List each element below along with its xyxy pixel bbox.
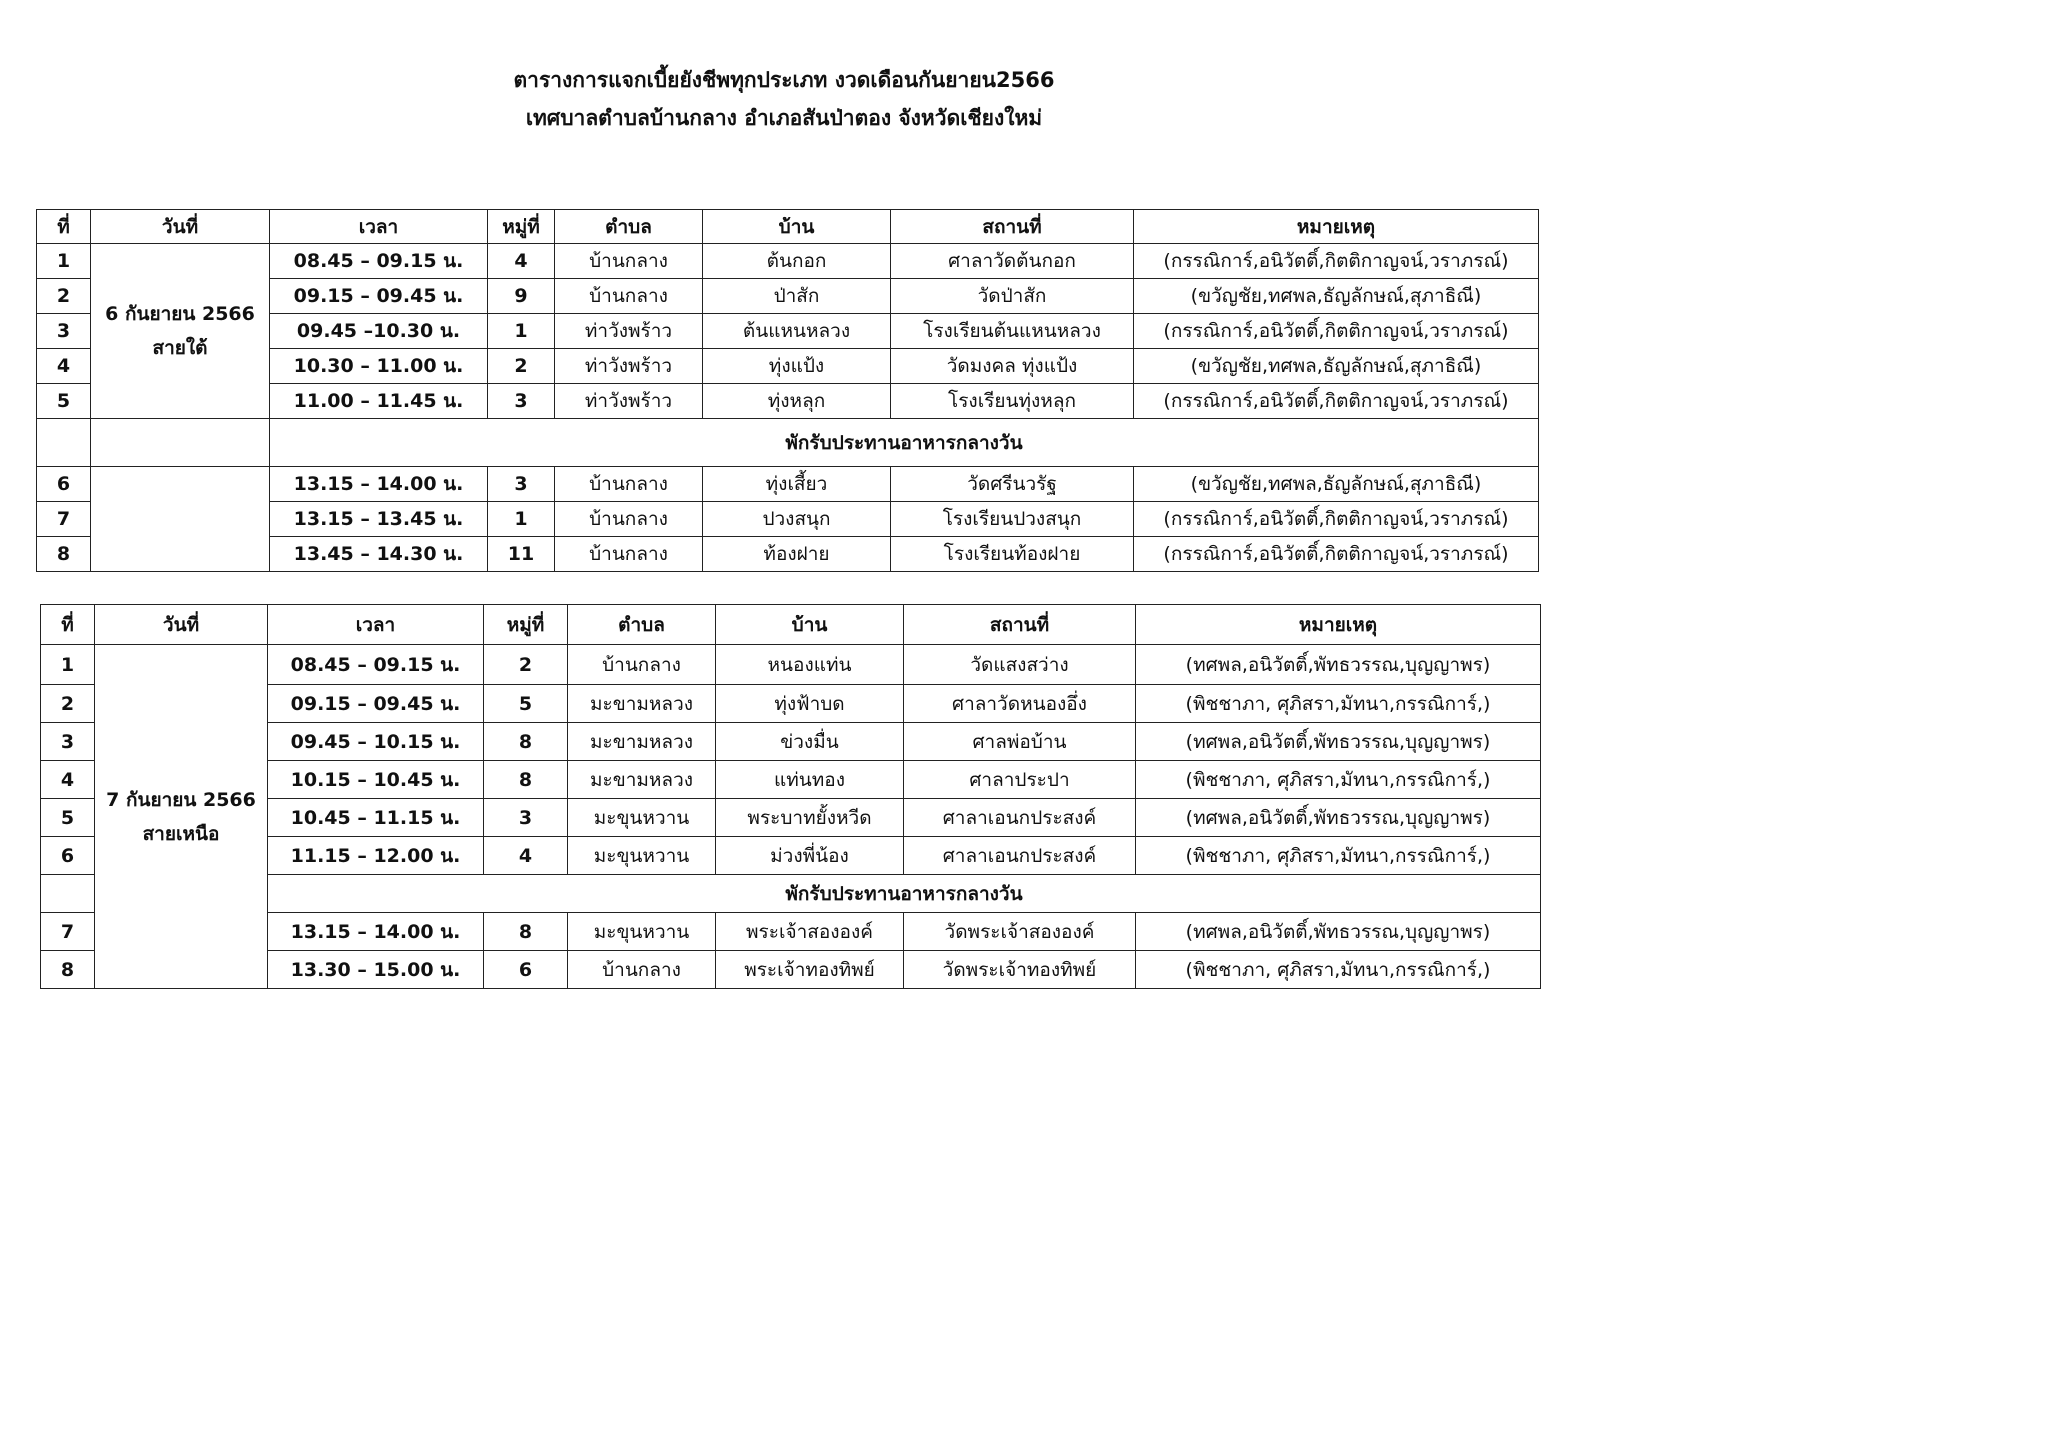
row-moo: 1 bbox=[488, 314, 555, 349]
row-time: 10.15 – 10.45 น. bbox=[268, 761, 484, 799]
row-place: โรงเรียนทุ่งหลุก bbox=[891, 384, 1134, 419]
header-no: ที่ bbox=[37, 210, 91, 244]
row-notes: (ขวัญชัย,ทศพล,ธัญลักษณ์,สุภาธิณี) bbox=[1134, 279, 1539, 314]
schedule-table-south bbox=[36, 209, 1539, 572]
row-place: ศาลพ่อบ้าน bbox=[904, 723, 1136, 761]
row-no: 4 bbox=[37, 349, 91, 384]
date-cell bbox=[95, 645, 268, 989]
row-place: วัดแสงสว่าง bbox=[904, 645, 1136, 685]
row-village: พระเจ้าทองทิพย์ bbox=[716, 951, 904, 989]
row-village: ข่วงมื่น bbox=[716, 723, 904, 761]
row-moo: 3 bbox=[484, 799, 568, 837]
row-notes: (พิชชาภา, ศุภิสรา,มัทนา,กรรณิการ์,) bbox=[1136, 761, 1541, 799]
row-moo: 2 bbox=[488, 349, 555, 384]
route-text: สายเหนือ bbox=[142, 822, 220, 845]
date-text: 6 กันยายน 2566 bbox=[105, 303, 255, 325]
row-moo: 6 bbox=[484, 951, 568, 989]
header-time: เวลา bbox=[268, 605, 484, 645]
row-tambon: มะขามหลวง bbox=[568, 723, 716, 761]
row-tambon: มะขามหลวง bbox=[568, 761, 716, 799]
header-notes: หมายเหตุ bbox=[1136, 605, 1541, 645]
row-no: 2 bbox=[37, 279, 91, 314]
row-notes: (กรรณิการ์,อนิวัตติ์,กิตติกาญจน์,วราภรณ์) bbox=[1134, 244, 1539, 279]
lunch-break-label: พักรับประทานอาหารกลางวัน bbox=[270, 419, 1539, 467]
row-village: ทุ่งหลุก bbox=[703, 384, 891, 419]
row-village: ม่วงพี่น้อง bbox=[716, 837, 904, 875]
row-no: 1 bbox=[37, 244, 91, 279]
row-moo: 8 bbox=[484, 913, 568, 951]
row-notes: (ขวัญชัย,ทศพล,ธัญลักษณ์,สุภาธิณี) bbox=[1134, 349, 1539, 384]
row-time: 13.30 – 15.00 น. bbox=[268, 951, 484, 989]
row-time: 09.45 –10.30 น. bbox=[270, 314, 488, 349]
row-tambon: บ้านกลาง bbox=[555, 502, 703, 537]
row-notes: (กรรณิการ์,อนิวัตติ์,กิตติกาญจน์,วราภรณ์) bbox=[1134, 502, 1539, 537]
row-moo: 9 bbox=[488, 279, 555, 314]
row-time: 09.15 – 09.45 น. bbox=[268, 685, 484, 723]
row-moo: 4 bbox=[488, 244, 555, 279]
row-moo: 5 bbox=[484, 685, 568, 723]
row-place: ศาลาเอนกประสงค์ bbox=[904, 799, 1136, 837]
header-place: สถานที่ bbox=[891, 210, 1134, 244]
lunch-break-row bbox=[37, 419, 1539, 467]
row-place: ศาลาเอนกประสงค์ bbox=[904, 837, 1136, 875]
row-notes: (พิชชาภา, ศุภิสรา,มัทนา,กรรณิการ์,) bbox=[1136, 837, 1541, 875]
row-tambon: ท่าวังพร้าว bbox=[555, 349, 703, 384]
row-place: วัดพระเจ้าทองทิพย์ bbox=[904, 951, 1136, 989]
row-moo: 1 bbox=[488, 502, 555, 537]
row-no: 5 bbox=[41, 799, 95, 837]
row-place: วัดมงคล ทุ่งแป้ง bbox=[891, 349, 1134, 384]
row-village: ทุ่งฟ้าบด bbox=[716, 685, 904, 723]
row-village: ต้นแหนหลวง bbox=[703, 314, 891, 349]
document-title: ตารางการแจกเบี้ยยังชีพทุกประเภท งวดเดือนกันยายน2566 bbox=[513, 68, 1055, 92]
row-place: วัดพระเจ้าสององค์ bbox=[904, 913, 1136, 951]
date-cell-continued bbox=[91, 467, 270, 572]
header-moo: หมู่ที่ bbox=[488, 210, 555, 244]
row-tambon: บ้านกลาง bbox=[555, 467, 703, 502]
row-moo: 3 bbox=[488, 467, 555, 502]
date-text: 7 กันยายน 2566 bbox=[106, 788, 256, 811]
row-no: 3 bbox=[37, 314, 91, 349]
table-row bbox=[37, 244, 1539, 279]
row-village: พระเจ้าสององค์ bbox=[716, 913, 904, 951]
row-tambon: บ้านกลาง bbox=[568, 645, 716, 685]
row-tambon: ท่าวังพร้าว bbox=[555, 384, 703, 419]
row-no: 7 bbox=[37, 502, 91, 537]
row-tambon: บ้านกลาง bbox=[555, 244, 703, 279]
row-no: 8 bbox=[37, 537, 91, 572]
row-place: โรงเรียนปวงสนุก bbox=[891, 502, 1134, 537]
row-tambon: มะขุนหวาน bbox=[568, 837, 716, 875]
row-notes: (ทศพล,อนิวัตติ์,พัทธวรรณ,บุญญาพร) bbox=[1136, 645, 1541, 685]
break-empty-cell bbox=[37, 419, 91, 467]
row-time: 13.45 – 14.30 น. bbox=[270, 537, 488, 572]
document-subtitle: เทศบาลตำบลบ้านกลาง อำเภอสันป่าตอง จังหวัดเชียงใหม่ bbox=[525, 106, 1043, 130]
row-notes: (ขวัญชัย,ทศพล,ธัญลักษณ์,สุภาธิณี) bbox=[1134, 467, 1539, 502]
row-no: 5 bbox=[37, 384, 91, 419]
row-no: 4 bbox=[41, 761, 95, 799]
row-village: ปวงสนุก bbox=[703, 502, 891, 537]
table-header-row bbox=[41, 605, 1541, 645]
row-moo: 11 bbox=[488, 537, 555, 572]
row-no: 8 bbox=[41, 951, 95, 989]
row-village: แท่นทอง bbox=[716, 761, 904, 799]
break-empty-cell bbox=[41, 875, 95, 913]
row-village: ท้องฝาย bbox=[703, 537, 891, 572]
row-place: ศาลาประปา bbox=[904, 761, 1136, 799]
row-moo: 8 bbox=[484, 723, 568, 761]
row-village: ทุ่งแป้ง bbox=[703, 349, 891, 384]
row-time: 13.15 – 14.00 น. bbox=[270, 467, 488, 502]
row-notes: (พิชชาภา, ศุภิสรา,มัทนา,กรรณิการ์,) bbox=[1136, 685, 1541, 723]
header-no: ที่ bbox=[41, 605, 95, 645]
header-village: บ้าน bbox=[703, 210, 891, 244]
row-no: 2 bbox=[41, 685, 95, 723]
row-time: 08.45 – 09.15 น. bbox=[268, 645, 484, 685]
row-place: ศาลาวัดต้นกอก bbox=[891, 244, 1134, 279]
row-no: 7 bbox=[41, 913, 95, 951]
row-tambon: บ้านกลาง bbox=[555, 537, 703, 572]
row-village: หนองแท่น bbox=[716, 645, 904, 685]
row-tambon: ท่าวังพร้าว bbox=[555, 314, 703, 349]
header-moo: หมู่ที่ bbox=[484, 605, 568, 645]
header-date: วันที่ bbox=[91, 210, 270, 244]
row-place: โรงเรียนท้องฝาย bbox=[891, 537, 1134, 572]
row-time: 11.00 – 11.45 น. bbox=[270, 384, 488, 419]
row-moo: 2 bbox=[484, 645, 568, 685]
row-place: วัดป่าสัก bbox=[891, 279, 1134, 314]
header-place: สถานที่ bbox=[904, 605, 1136, 645]
row-no: 6 bbox=[41, 837, 95, 875]
header-notes: หมายเหตุ bbox=[1134, 210, 1539, 244]
row-time: 11.15 – 12.00 น. bbox=[268, 837, 484, 875]
row-place: โรงเรียนต้นแหนหลวง bbox=[891, 314, 1134, 349]
row-village: ป่าสัก bbox=[703, 279, 891, 314]
row-notes: (กรรณิการ์,อนิวัตติ์,กิตติกาญจน์,วราภรณ์) bbox=[1134, 537, 1539, 572]
row-no: 6 bbox=[37, 467, 91, 502]
row-moo: 3 bbox=[488, 384, 555, 419]
row-time: 08.45 – 09.15 น. bbox=[270, 244, 488, 279]
route-text: สายใต้ bbox=[152, 337, 208, 359]
row-notes: (พิชชาภา, ศุภิสรา,มัทนา,กรรณิการ์,) bbox=[1136, 951, 1541, 989]
header-time: เวลา bbox=[270, 210, 488, 244]
row-time: 10.45 – 11.15 น. bbox=[268, 799, 484, 837]
row-village: ต้นกอก bbox=[703, 244, 891, 279]
row-notes: (ทศพล,อนิวัตติ์,พัทธวรรณ,บุญญาพร) bbox=[1136, 913, 1541, 951]
row-place: ศาลาวัดหนองอึ่ง bbox=[904, 685, 1136, 723]
row-time: 09.15 – 09.45 น. bbox=[270, 279, 488, 314]
row-no: 3 bbox=[41, 723, 95, 761]
break-empty-date bbox=[91, 419, 270, 467]
row-place: วัดศรีนวรัฐ bbox=[891, 467, 1134, 502]
row-tambon: บ้านกลาง bbox=[568, 951, 716, 989]
row-tambon: มะขุนหวาน bbox=[568, 913, 716, 951]
table-row bbox=[37, 467, 1539, 502]
row-village: ทุ่งเสี้ยว bbox=[703, 467, 891, 502]
row-notes: (กรรณิการ์,อนิวัตติ์,กิตติกาญจน์,วราภรณ์) bbox=[1134, 314, 1539, 349]
row-time: 10.30 – 11.00 น. bbox=[270, 349, 488, 384]
table-header-row bbox=[37, 210, 1539, 244]
row-moo: 4 bbox=[484, 837, 568, 875]
row-tambon: มะขุนหวาน bbox=[568, 799, 716, 837]
row-time: 13.15 – 13.45 น. bbox=[270, 502, 488, 537]
row-no: 1 bbox=[41, 645, 95, 685]
header-date: วันที่ bbox=[95, 605, 268, 645]
row-tambon: มะขามหลวง bbox=[568, 685, 716, 723]
header-tambon: ตำบล bbox=[555, 210, 703, 244]
header-tambon: ตำบล bbox=[568, 605, 716, 645]
row-time: 13.15 – 14.00 น. bbox=[268, 913, 484, 951]
lunch-break-label: พักรับประทานอาหารกลางวัน bbox=[268, 875, 1541, 913]
row-notes: (ทศพล,อนิวัตติ์,พัทธวรรณ,บุญญาพร) bbox=[1136, 799, 1541, 837]
row-notes: (ทศพล,อนิวัตติ์,พัทธวรรณ,บุญญาพร) bbox=[1136, 723, 1541, 761]
row-moo: 8 bbox=[484, 761, 568, 799]
schedule-table-north bbox=[40, 604, 1541, 989]
row-time: 09.45 – 10.15 น. bbox=[268, 723, 484, 761]
row-village: พระบาทยั้งหวีด bbox=[716, 799, 904, 837]
row-tambon: บ้านกลาง bbox=[555, 279, 703, 314]
date-cell bbox=[91, 244, 270, 419]
table-row bbox=[41, 645, 1541, 685]
header-village: บ้าน bbox=[716, 605, 904, 645]
row-notes: (กรรณิการ์,อนิวัตติ์,กิตติกาญจน์,วราภรณ์) bbox=[1134, 384, 1539, 419]
